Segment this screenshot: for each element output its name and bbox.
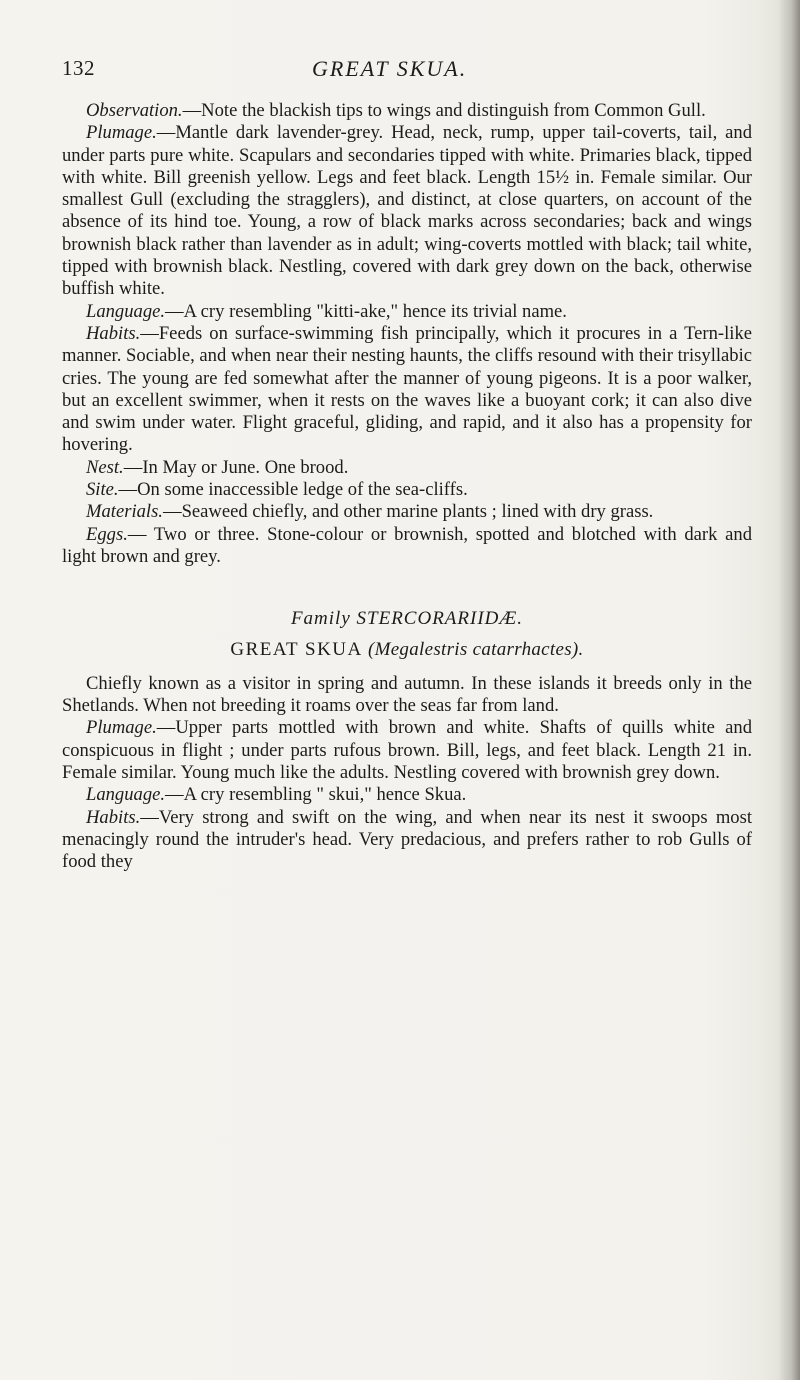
paragraph-text: —In May or June. One brood. bbox=[123, 456, 349, 478]
habits-paragraph bbox=[62, 807, 752, 874]
paragraph-text: —Very strong and swift on the wing, and when near its nest it swoops most menacingly round the intruder's head. Very predacious, and prefers rather to rob Gulls of food they bbox=[62, 806, 752, 873]
paragraph-label: Plumage. bbox=[86, 717, 157, 739]
paragraph-label: Language. bbox=[86, 300, 166, 322]
paragraph-label: Plumage. bbox=[86, 122, 157, 144]
paragraph-label: Site. bbox=[86, 479, 119, 501]
paragraph-text: —Mantle dark lavender-grey. Head, neck, rump, upper tail-coverts, tail, and under parts pure white. Scapulars and secondaries tipped with white. Primaries black, tipped with white. Bill greenish yellow. Legs and feet black. Length 15½ in. Female similar. Our smallest Gull (excluding the stragglers), and distinct, at close quarters, on account of the absence of its hind toe. Young, a row of black marks across secondaries; back and wings brownish black rather than lavender as in adult; wing-coverts mottled with black; tail white, tipped with brownish black. Nestling, covered with dark grey down on the back, otherwise buffish white. bbox=[62, 122, 752, 300]
paragraph-text: —Seaweed chiefly, and other marine plants ; lined with dry grass. bbox=[162, 501, 654, 523]
paragraph-text: —Upper parts mottled with brown and white. Shafts of quills white and conspicuous in flight ; under parts rufous brown. Bill, legs, and feet black. Length 21 in. Female similar. Young much like the adults. Nestling covered with brownish grey down. bbox=[62, 717, 752, 784]
paragraph-label: Habits. bbox=[86, 322, 141, 344]
skua-section bbox=[62, 673, 752, 874]
language-paragraph bbox=[62, 301, 752, 323]
paragraph-text: — Two or three. Stone-colour or brownish, spotted and blotched with dark and light brown and grey. bbox=[62, 523, 752, 567]
site-paragraph bbox=[62, 479, 752, 501]
species-common-name: GREAT SKUA bbox=[230, 638, 362, 660]
paragraph-text: —A cry resembling " skui," hence Skua. bbox=[165, 784, 467, 806]
paragraph-label: Materials. bbox=[86, 501, 163, 523]
species-heading bbox=[62, 639, 752, 661]
nest-paragraph bbox=[62, 457, 752, 479]
page-number: 132 bbox=[62, 56, 95, 80]
habits-paragraph bbox=[62, 323, 752, 457]
paragraph-text: Chiefly known as a visitor in spring and autumn. In these islands it breeds only in the Shetlands. When not breeding it roams over the seas far from land. bbox=[62, 672, 752, 717]
language-paragraph bbox=[62, 784, 752, 806]
paragraph-text: —Note the blackish tips to wings and distinguish from Common Gull. bbox=[182, 100, 706, 121]
gull-section bbox=[62, 100, 752, 568]
species-latin-name: (Megalestris catarrhactes). bbox=[367, 638, 584, 660]
running-header bbox=[62, 56, 752, 84]
page-edge-shadow bbox=[778, 0, 800, 1380]
body-text bbox=[62, 100, 752, 874]
observation-paragraph bbox=[62, 100, 752, 122]
plumage-paragraph bbox=[62, 122, 752, 300]
paragraph-label: Habits. bbox=[86, 806, 141, 828]
paragraph-text: —A cry resembling "kitti-ake," hence its trivial name. bbox=[165, 300, 567, 322]
plumage-paragraph bbox=[62, 717, 752, 784]
paragraph-label: Nest. bbox=[86, 456, 124, 478]
paragraph-text: —On some inaccessible ledge of the sea-cliffs. bbox=[118, 479, 468, 501]
family-heading: Family STERCORARIIDÆ. bbox=[290, 608, 524, 630]
materials-paragraph bbox=[62, 501, 752, 523]
running-title: GREAT SKUA. bbox=[312, 56, 468, 81]
paragraph-label: Observation. bbox=[86, 100, 183, 121]
paragraph-text: —Feeds on surface-swimming fish principally, which it procures in a Tern-like manner. Sociable, and when near their nesting haunts, the cliffs resound with their trisyllabic cries. The young are fed somewhat after the manner of young pigeons. It is a poor walker, but an excellent swimmer, when it rests on the waves like a buoyant cork; it can also dive and swim under water. Flight graceful, gliding, and rapid, and it also has a propensity for hovering. bbox=[62, 322, 752, 456]
eggs-paragraph bbox=[62, 524, 752, 569]
intro-paragraph bbox=[62, 673, 752, 718]
paragraph-label: Eggs. bbox=[86, 523, 128, 545]
paragraph-label: Language. bbox=[86, 784, 166, 806]
